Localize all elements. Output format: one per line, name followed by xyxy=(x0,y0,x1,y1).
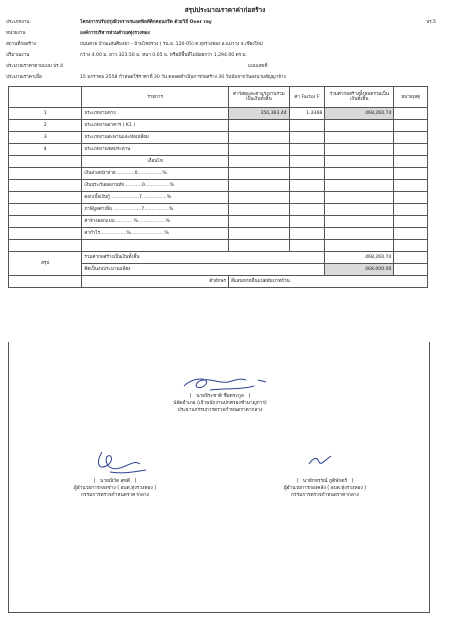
row-note xyxy=(394,192,428,204)
signer-committee: กรรมการตรวจกำหนดราคากลาง xyxy=(81,493,149,498)
row-total xyxy=(325,156,394,168)
table-row xyxy=(9,228,428,240)
row-cost xyxy=(228,240,289,252)
signature-mark-right xyxy=(305,452,335,470)
row-note xyxy=(394,120,428,132)
summary-total-label: รวมค่าก่อสร้างเป็นเงินทั้งสิ้น xyxy=(82,252,325,264)
row-factor: 1.3368 xyxy=(289,108,325,120)
row-number xyxy=(9,180,82,192)
summary-budget-label: คิดเป็นงบประมาณเพียง xyxy=(82,264,325,276)
row-cost xyxy=(228,180,289,192)
row-description: ค่ากำไร..................%.......................% xyxy=(82,228,229,240)
row-number xyxy=(9,204,82,216)
header-note: หมายเหตุ xyxy=(394,87,428,108)
row-note xyxy=(394,156,428,168)
row-total xyxy=(325,168,394,180)
info-label: ประเภทงาน xyxy=(6,20,30,25)
signer-position: ปลัดอำเภอ (เจ้าพนักงานปกครองชำนาญการ) xyxy=(173,401,267,406)
signer-name: ( นายณิวัต สุขดี ) xyxy=(93,479,137,484)
amount-in-words-label: ตัวอักษร xyxy=(82,276,229,288)
table-row xyxy=(9,120,428,132)
info-row-date xyxy=(6,75,436,81)
table-row xyxy=(9,204,428,216)
row-note xyxy=(394,264,428,276)
row-note xyxy=(394,108,428,120)
row-note xyxy=(394,168,428,180)
info-value: องค์การบริหารส่วนตำบลทุ่งรวงทอง xyxy=(80,31,150,36)
row-factor xyxy=(289,240,325,252)
header-description: รายการ xyxy=(82,87,229,108)
row-note xyxy=(394,132,428,144)
row-description: เงินล่วงหน้าจ่าย ............0.................% xyxy=(82,168,229,180)
row-note xyxy=(394,144,428,156)
info-label: ประมาณราคาตามแบบ ปร.4 xyxy=(6,64,64,69)
row-note xyxy=(394,180,428,192)
row-number: 3 xyxy=(9,132,82,144)
row-total xyxy=(325,180,394,192)
row-cost xyxy=(228,228,289,240)
table-header-row xyxy=(9,87,428,108)
info-row-form xyxy=(6,64,436,70)
row-factor xyxy=(289,144,325,156)
info-label: หน่วยงาน xyxy=(6,31,26,36)
info-value: ถนนสาย บ้านแสนศิมงยา - บ้านไชยรวง ( รน.อ. 120-05) ต.ทุ่งรวงทอง อ.แม่วาง จ.เชียงใหม่ xyxy=(80,42,263,47)
table-row xyxy=(9,132,428,144)
row-factor xyxy=(289,156,325,168)
row-total xyxy=(325,204,394,216)
row-description: ดอกเบี้ยเงินกู้ ...................7.................% xyxy=(82,192,229,204)
row-factor xyxy=(289,180,325,192)
row-cost xyxy=(228,192,289,204)
row-description: ประเภทงานอาคาร ( K1 ) xyxy=(82,120,229,132)
table-row xyxy=(9,216,428,228)
info-value: แบบเลขที่ xyxy=(248,64,268,69)
row-number xyxy=(9,192,82,204)
signature-block-top xyxy=(130,393,310,414)
signature-block-left xyxy=(20,478,210,499)
signer-name: ( นายจีระชาติ ชื่อตระกูล ) xyxy=(189,394,251,399)
row-factor xyxy=(289,216,325,228)
signer-name: ( นายักขรรณ์ ภูติพักตร์ ) xyxy=(296,479,354,484)
summary-spacer xyxy=(9,276,82,288)
row-number xyxy=(9,168,82,180)
signer-position: ผู้อำนวยการกองช่าง ( อบต.ทุ่งรวงทอง ) xyxy=(73,486,157,491)
row-total xyxy=(325,132,394,144)
signature-mark-left xyxy=(90,448,150,476)
info-label: สถานที่ก่อสร้าง xyxy=(6,42,36,47)
row-number: 2 xyxy=(9,120,82,132)
signature-block-right xyxy=(230,478,420,499)
row-factor xyxy=(289,204,325,216)
row-description: ภาษีมูลค่าเพิ่ม ...................7.................% xyxy=(82,204,229,216)
row-number xyxy=(9,156,82,168)
row-note xyxy=(394,216,428,228)
row-number: 4 xyxy=(9,144,82,156)
row-description: ประเภทงานชลประทาน xyxy=(82,144,229,156)
header-factor: ค่า Factor F xyxy=(289,87,325,108)
row-description: ประเภทงานทาง xyxy=(82,108,229,120)
row-description: เงินประกันผลงานหัก............0.................% xyxy=(82,180,229,192)
signer-position: ผู้อำนวยการกองคลัง ( อบต.ทุ่งรวงทอง ) xyxy=(283,486,367,491)
info-value: กว้าง 4.00 ม. ยาว 323.50 ม. หนา 0.05 ม. หรือมีพื้นที่ไม่น้อยกว่า 1,294.00 ตร.ม. xyxy=(80,53,248,58)
row-description: ประเภทงานสะพานและท่อเหลี่ยม xyxy=(82,132,229,144)
row-factor xyxy=(289,132,325,144)
row-description: ค่าจ้างออกแบบ............ %...................% xyxy=(82,216,229,228)
row-total: 468,260.74 xyxy=(325,108,394,120)
summary-total-value: 468,260.74 xyxy=(325,252,394,264)
row-factor xyxy=(289,168,325,180)
info-value: 15 มกราคม 2558 กำหนดใช้ราคาที่ 30 วัน ตลอดดำเนินการก่อสร้าง 30 วันนับจากวันลงนามสัญญาจ้าง xyxy=(80,75,286,80)
row-cost: 350,363.44 xyxy=(228,108,289,120)
row-cost xyxy=(228,156,289,168)
row-cost xyxy=(228,120,289,132)
table-row xyxy=(9,180,428,192)
estimate-table xyxy=(8,86,428,288)
row-note xyxy=(394,252,428,264)
table-row xyxy=(9,168,428,180)
row-number xyxy=(9,228,82,240)
info-label: ปริมาณงาน xyxy=(6,53,30,58)
info-value: โครงการปรับปรุงผิวจราจรแอสฟัลท์ติกคอนกรีต ด้วยวิธี Over ray xyxy=(80,20,212,25)
summary-budget-value: 468,000.00 xyxy=(325,264,394,276)
header-cost: ค่าวัสดุและค่าแรงงานรวมเป็นเงินทั้งสิ้น xyxy=(228,87,289,108)
row-cost xyxy=(228,204,289,216)
info-row-quantity xyxy=(6,53,436,59)
signer-committee: ประธานกรรมการตรวจกำหนดราคากลาง xyxy=(177,408,263,413)
signer-committee: กรรมการตรวจกำหนดราคากลาง xyxy=(291,493,359,498)
row-note xyxy=(394,240,428,252)
table-row xyxy=(9,240,428,252)
header-item xyxy=(9,87,82,108)
row-total xyxy=(325,240,394,252)
summary-row xyxy=(9,276,428,288)
summary-row xyxy=(9,252,428,264)
info-row-type xyxy=(6,20,436,26)
table-row xyxy=(9,156,428,168)
row-factor xyxy=(289,228,325,240)
amount-in-words: สี่แสนหกหมื่นแปดพันบาทถ้วน xyxy=(228,276,427,288)
row-description xyxy=(82,240,229,252)
row-total xyxy=(325,144,394,156)
row-factor xyxy=(289,192,325,204)
row-factor xyxy=(289,120,325,132)
info-row-site xyxy=(6,42,436,48)
row-cost xyxy=(228,144,289,156)
page-title: สรุปประมาณราคาค่าก่อสร้าง xyxy=(184,6,266,14)
table-row xyxy=(9,144,428,156)
row-cost xyxy=(228,216,289,228)
row-number: 1 xyxy=(9,108,82,120)
row-total xyxy=(325,216,394,228)
table-row xyxy=(9,192,428,204)
row-note xyxy=(394,228,428,240)
header-total: รวมค่าก่อสร้างทั้งหมดรวมเป็นเงินทั้งสิ้น xyxy=(325,87,394,108)
row-total xyxy=(325,228,394,240)
sheet-number: ปร.5 xyxy=(426,20,436,25)
row-total xyxy=(325,192,394,204)
summary-label: สรุป xyxy=(9,252,82,276)
conditions-heading: เงื่อนไข xyxy=(82,156,229,168)
info-label: ประมาณราคาเมื่อ xyxy=(6,75,42,80)
row-total xyxy=(325,120,394,132)
row-cost xyxy=(228,132,289,144)
row-number xyxy=(9,240,82,252)
signature-mark-top xyxy=(180,372,270,394)
row-number xyxy=(9,216,82,228)
row-cost xyxy=(228,168,289,180)
row-note xyxy=(394,204,428,216)
info-row-agency xyxy=(6,31,436,37)
table-row xyxy=(9,108,428,120)
